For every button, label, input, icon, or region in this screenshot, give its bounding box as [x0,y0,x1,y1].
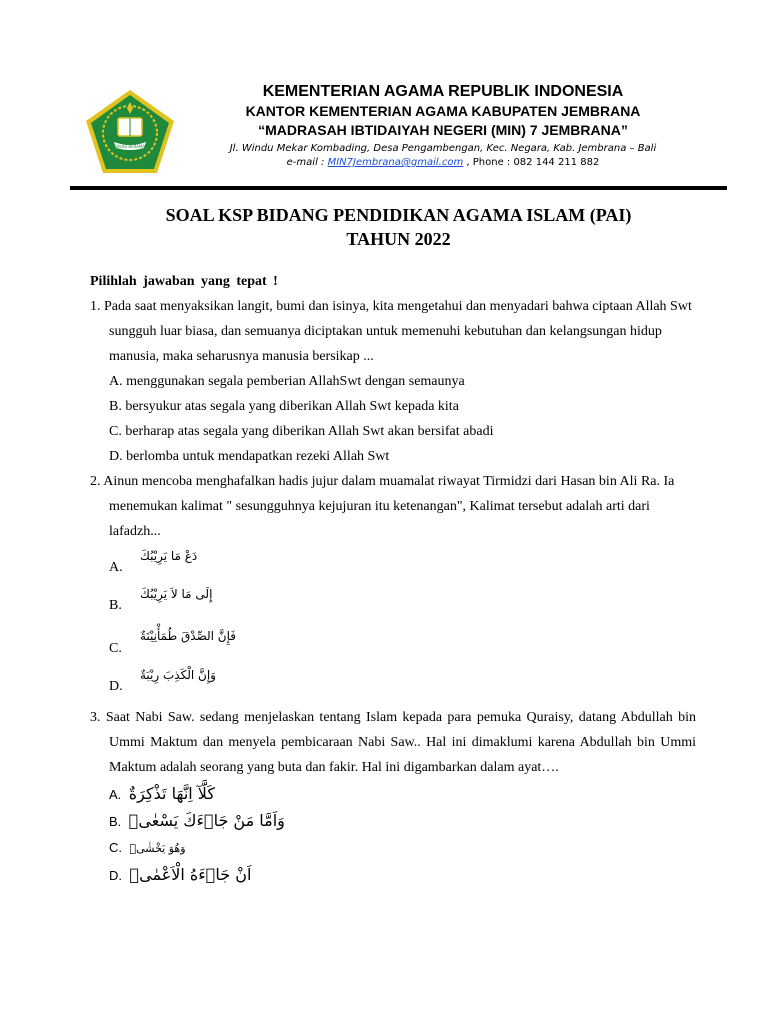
question-text [90,294,696,369]
option-d: D. berlomba untuk mendapatkan rezeki Allah Swt [109,449,390,464]
option-list [90,544,696,701]
contact-line [200,156,686,170]
option-c [90,620,696,663]
instruction: Pilihlah jawaban yang tepat ! [90,274,278,289]
option-letter: D. [109,679,123,694]
option-c [90,834,696,861]
question-2 [90,469,696,701]
question-text [90,705,696,780]
question-number: 3. [90,710,101,725]
ministry-name: KEMENTERIAN AGAMA REPUBLIK INDONESIA [262,83,624,100]
option-letter: B. [109,814,122,829]
option-arabic: وَإِنَّ الْكَذِبَ رِيْبَةٌ [140,668,216,682]
exam-body [90,270,696,888]
option-a [90,544,696,582]
exam-title-line2: TAHUN 2022 [346,229,451,249]
option-letter: D. [109,868,122,883]
exam-title-line1: SOAL KSP BIDANG PENDIDIKAN AGAMA ISLAM (PAI) [165,205,632,225]
option-letter: C. [109,840,122,855]
option-letter: B. [109,598,122,613]
school-address: Jl. Windu Mekar Kombading, Desa Pengambengan, Kec. Negara, Kab. Jembrana – Bali [229,143,657,154]
office-name: KANTOR KEMENTERIAN AGAMA KABUPATEN JEMBRANA [245,103,641,119]
question-body: Saat Nabi Saw. sedang menjelaskan tentang Islam kepada para pemuka Quraisy, datang Abdullah bin Ummi Maktum dan menyela pembicaraan Nabi Saw.. Hal ini dimaklumi karena Abdullah bin Ummi Maktum adalah seorang yang buta dan fakir. Hal ini digambarkan dalam ayat…. [105,710,696,775]
question-body: Pada saat menyaksikan langit, bumi dan isinya, kita mengetahui dan menyadari bahwa ciptaan Allah Swt sungguh luar biasa, dan semuanya diciptakan untuk memenuhi kebutuhan dan kelangsungan hidup manusia, maka seharusnya manusia bersikap ... [104,299,692,364]
option-letter: C. [109,641,122,656]
option-d [90,861,696,888]
option-letter: A. [109,787,122,802]
option-arabic: دَعْ مَا يَرِيْبُكَ [140,549,198,563]
option-arabic: وَاَمَّا مَنْ جَاۤءَكَ يَسْعٰىۙ [128,811,285,830]
question-text [90,469,696,544]
letterhead [200,82,686,170]
question-1 [90,294,696,469]
option-a: A. menggunakan segala pemberian AllahSwt dengan semaunya [109,374,465,389]
school-name: “MADRASAH IBTIDAIYAH NEGERI (MIN) 7 JEMBRANA” [258,122,628,138]
option-c: C. berharap atas segala yang diberikan Allah Swt akan bersifat abadi [109,424,494,439]
option-a [90,780,696,807]
option-d [90,663,696,701]
option-arabic: كَلَّآ اِنَّهَا تَذْكِرَةٌ [128,784,215,803]
option-letter: A. [109,560,123,575]
option-list [90,780,696,888]
phone-text: , Phone : 082 144 211 882 [463,157,600,168]
option-b [90,807,696,834]
exam-title [70,203,727,251]
option-b: B. bersyukur atas segala yang diberikan Allah Swt kepada kita [109,399,459,414]
email-label: e-mail : [286,157,328,168]
option-arabic: وَهُوَ يَخْشٰىۙ [129,842,186,855]
question-number: 1. [90,299,101,314]
kemenag-logo [84,88,176,176]
header-divider [70,186,727,190]
email-link[interactable]: MIN7Jembrana@gmail.com [327,157,464,168]
option-arabic: فَإِنَّ الصِّدْقَ طُمَأْنِيْنَةٌ [140,629,236,643]
question-number: 2. [90,474,101,489]
logo-motto: IKHLAS BERAMAL [112,144,148,149]
option-b [90,582,696,620]
option-arabic: اَنْ جَاۤءَهُ الْاَعْمٰىۗ [129,865,252,884]
question-3 [90,705,696,888]
question-body: Ainun mencoba menghafalkan hadis jujur dalam muamalat riwayat Tirmidzi dari Hasan bin Ali Ra. Ia menemukan kalimat " sesungguhnya kejujuran itu ketenangan", Kalimat tersebut adalah arti dari lafadzh... [103,474,675,539]
option-arabic: إِلَى مَا لاَ يَرِيْبُكَ [140,587,213,601]
